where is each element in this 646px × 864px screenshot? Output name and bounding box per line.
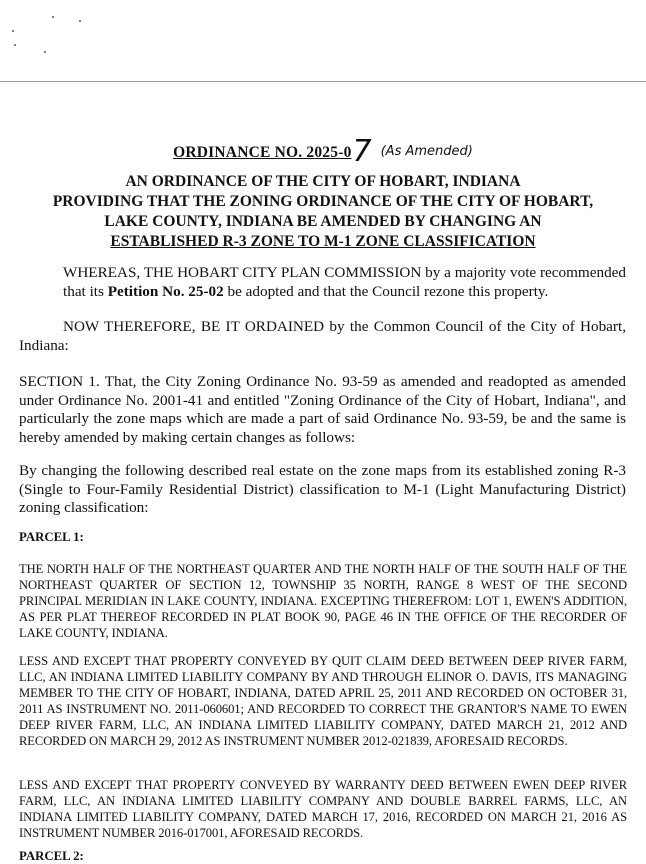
whereas-text-end: be adopted and that the Council rezone this property.: [223, 282, 549, 300]
parcel-2-heading: PARCEL 2:: [19, 849, 84, 863]
heading-line: PROVIDING THAT THE ZONING ORDINANCE OF THE CITY OF HOBART,: [52, 193, 594, 210]
scan-speck: [44, 51, 46, 53]
handwritten-ordinance-number: 7: [352, 134, 371, 169]
scan-speck: [52, 16, 54, 18]
scan-speck: [14, 44, 16, 46]
ordinance-heading: [0, 172, 646, 252]
petition-number: Petition No. 25-02: [107, 282, 224, 300]
whereas-paragraph: [19, 264, 626, 301]
parcel-1-heading: PARCEL 1:: [19, 530, 84, 544]
handwritten-amended-note: (As Amended): [380, 144, 473, 159]
ordinance-title: ORDINANCE NO. 2025-0: [173, 144, 352, 161]
ordinance-title-row: [0, 130, 646, 169]
whereas-text: WHEREAS, THE HOBART CITY PLAN COMMISSION by a majority vote recommended that its: [63, 264, 626, 300]
section-1-paragraph: SECTION 1. That, the City Zoning Ordinance No. 93-59 as amended and readopted as amended under Ordinance No. 2001-41 and entitled "Zoning Ordinance of the City of Hobart, Indiana", and particularly the zone maps which are made a part of said Ordinance No. 93-59, be and the same is hereby amended by making certain changes as follows:: [19, 373, 626, 446]
now-therefore-paragraph: NOW THEREFORE, BE IT ORDAINED by the Common Council of the City of Hobart, Indiana:: [19, 318, 626, 354]
parcel-1-exception-2: LESS AND EXCEPT THAT PROPERTY CONVEYED BY WARRANTY DEED BETWEEN EWEN DEEP RIVER FARM, LLC, AN INDIANA LIMITED LIABILITY COMPANY AND DOUBLE BARREL FARMS, LLC, AN INDIANA LIMITED LIABILITY COMPANY, DATED MARCH 17, 2016, RECORDED ON MARCH 21, 2016 AS INSTRUMENT NUMBER 2016-017001, AFORESAID RECORDS.: [19, 778, 627, 840]
scan-speck: [79, 20, 81, 22]
page-edge-rule: [0, 81, 646, 82]
parcel-1-description: THE NORTH HALF OF THE NORTHEAST QUARTER AND THE NORTH HALF OF THE SOUTH HALF OF THE NORTHEAST QUARTER OF SECTION 12, TOWNSHIP 35 NORTH, RANGE 8 WEST OF THE SECOND PRINCIPAL MERIDIAN IN LAKE COUNTY, INDIANA. EXCEPTING THEREFROM: LOT 1, EWEN'S ADDITION, AS PER PLAT THEREOF RECORDED IN PLAT BOOK 90, PAGE 46 IN THE OFFICE OF THE RECORDER OF LAKE COUNTY, INDIANA.: [19, 562, 627, 640]
parcel-1-exception-1: LESS AND EXCEPT THAT PROPERTY CONVEYED BY QUIT CLAIM DEED BETWEEN DEEP RIVER FARM, LLC, AN INDIANA LIMITED LIABILITY COMPANY BY AND THROUGH ELINOR O. DAVIS, ITS MANAGING MEMBER TO THE CITY OF HOBART, INDIANA, DATED APRIL 25, 2011 AND RECORDED ON OCTOBER 31, 2011 AS INSTRUMENT NO. 2011-060601; AND RECORDED TO CORRECT THE GRANTOR'S NAME TO EWEN DEEP RIVER FARM, LLC, AN INDIANA LIMITED LIABILITY COMPANY, DATED MARCH 21, 2012 AND RECORDED ON MARCH 29, 2012 AS INSTRUMENT NUMBER 2012-021839, AFORESAID RECORDS.: [19, 654, 627, 748]
heading-line: ESTABLISHED R-3 ZONE TO M-1 ZONE CLASSIFICATION: [110, 233, 536, 250]
heading-line: AN ORDINANCE OF THE CITY OF HOBART, INDIANA: [125, 173, 521, 190]
rezoning-paragraph: By changing the following described real estate on the zone maps from its established zoning R-3 (Single to Four-Family Residential District) classification to M-1 (Light Manufacturing District) zoning classification:: [19, 462, 626, 516]
scan-speck: [12, 30, 14, 32]
heading-line: LAKE COUNTY, INDIANA BE AMENDED BY CHANGING AN: [104, 213, 542, 230]
